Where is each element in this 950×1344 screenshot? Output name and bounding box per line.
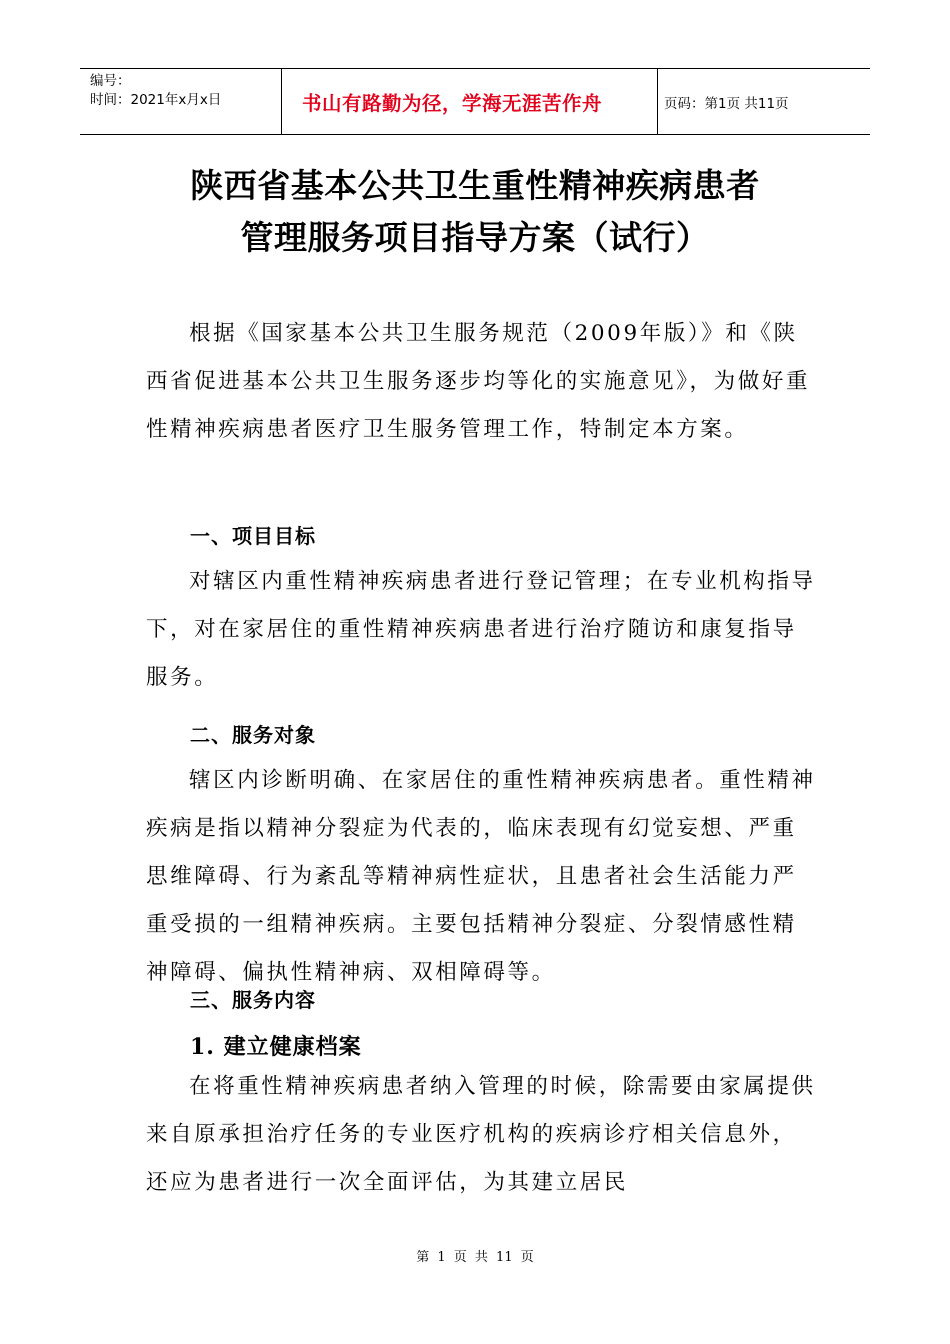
header-motto-cell [281, 69, 658, 134]
header-motto: 书山有路勤为径，学海无涯苦作舟 [302, 91, 603, 115]
section-heading-objectives: 一、项目目标 [190, 524, 316, 548]
header-page-info: 页码：第1页 共11页 [664, 95, 789, 112]
header-table [80, 68, 870, 135]
section-body-service-targets: 辖区内诊断明确、在家居住的重性精神疾病患者。重性精神疾病是指以精神分裂症为代表的，临床表现有幻觉妄想、严重思维障碍、行为紊乱等精神病性症状，且患者社会生活能力严重受损的一组精神疾病。主要包括精神分裂症、分裂情感性精神障碍、偏执性精神病、双相障碍等。 [146, 768, 816, 985]
page-footer: 第 1 页 共 11 页 [416, 1250, 534, 1265]
section-body-objectives: 对辖区内重性精神疾病患者进行登记管理；在专业机构指导下，对在家居住的重性精神疾病患者进行治疗随访和康复指导服务。 [146, 569, 816, 690]
header-page-cell [658, 69, 870, 134]
document-number-label: 编号： [90, 73, 131, 89]
subsection-body-health-records: 在将重性精神疾病患者纳入管理的时候，除需要由家属提供来自原承担治疗任务的专业医疗机构的疾病诊疗相关信息外，还应为患者进行一次全面评估，为其建立居民 [146, 1074, 816, 1195]
document-title-line-1: 陕西省基本公共卫生重性精神疾病患者 [190, 166, 760, 205]
document-date-label: 时间：2021年x月x日 [90, 92, 222, 108]
header-meta-cell [80, 69, 281, 134]
subsection-heading-health-records: 1. 建立健康档案 [190, 1034, 362, 1060]
intro-paragraph: 根据《国家基本公共卫生服务规范（2009年版）》和《陕西省促进基本公共卫生服务逐步均等化的实施意见》，为做好重性精神疾病患者医疗卫生服务管理工作，特制定本方案。 [146, 321, 811, 442]
section-heading-service-targets: 二、服务对象 [190, 723, 316, 747]
document-title-line-2: 管理服务项目指导方案（试行） [240, 218, 710, 257]
section-heading-service-content: 三、服务内容 [190, 988, 316, 1012]
